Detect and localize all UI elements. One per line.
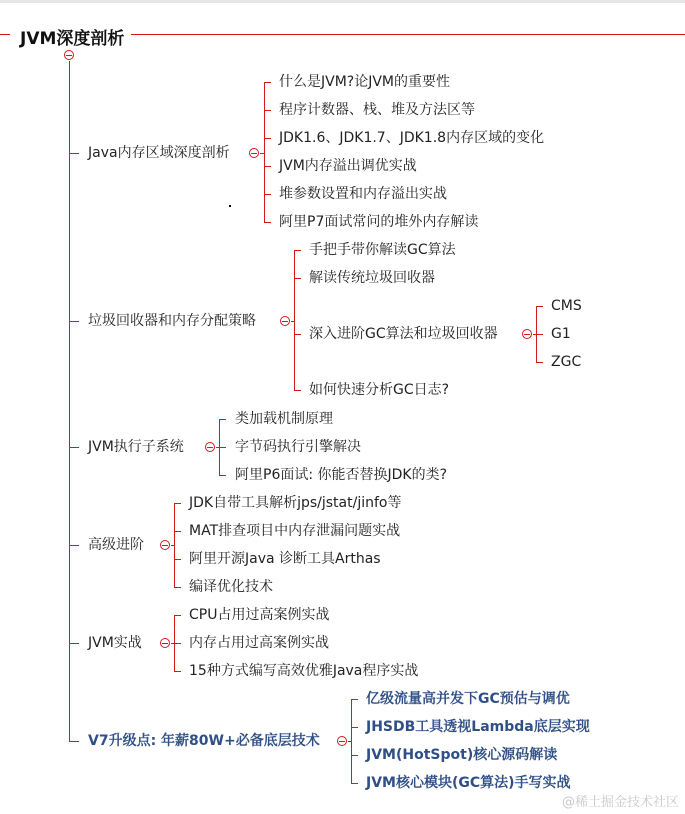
tick [351, 699, 358, 700]
bracket-line [174, 503, 175, 588]
tick [351, 755, 358, 756]
leaf-node[interactable]: 类加载机制原理 [235, 411, 333, 427]
leaf-node[interactable]: JDK1.6、JDK1.7、JDK1.8内存区域的变化 [279, 130, 545, 146]
leaf-node[interactable]: 15种方式编写高效优雅Java程序实战 [189, 663, 419, 679]
tick [174, 587, 181, 588]
main-trunk-line [69, 61, 70, 742]
bracket-line [351, 699, 352, 784]
branch-execution-subsystem[interactable]: JVM执行子系统 [88, 439, 184, 455]
leaf-node[interactable]: 内存占用过高案例实战 [189, 635, 329, 651]
subbranch-advanced-gc[interactable]: 深入进阶GC算法和垃圾回收器 [309, 326, 498, 342]
tick [174, 643, 181, 644]
leaf-node[interactable]: 堆参数设置和内存溢出实战 [279, 186, 447, 202]
tick [174, 503, 181, 504]
tick [264, 138, 271, 139]
tick [219, 475, 226, 476]
watermark: @稀土掘金技术社区 [561, 795, 679, 810]
leaf-node[interactable]: JVM核心模块(GC算法)手写实战 [366, 775, 571, 791]
branch-advanced[interactable]: 高级进阶 [88, 537, 144, 553]
tick [264, 194, 271, 195]
branch-connector [69, 643, 79, 644]
tick [174, 671, 181, 672]
tick [536, 334, 543, 335]
branch-garbage-collector[interactable]: 垃圾回收器和内存分配策略 [88, 313, 256, 329]
leaf-node[interactable]: 手把手带你解读GC算法 [309, 242, 456, 258]
leaf-node[interactable]: 什么是JVM?论JVM的重要性 [279, 74, 451, 90]
bracket-line [264, 82, 265, 223]
leaf-node[interactable]: JDK自带工具解析jps/jstat/jinfo等 [189, 495, 402, 511]
collapse-toggle-icon[interactable] [522, 329, 532, 339]
tick [219, 447, 226, 448]
tick [219, 419, 226, 420]
leaf-node-g1[interactable]: G1 [551, 326, 571, 342]
leaf-node-cms[interactable]: CMS [551, 298, 582, 314]
tick [264, 82, 271, 83]
leaf-node[interactable]: 程序计数器、栈、堆及方法区等 [279, 102, 475, 118]
tick [536, 306, 543, 307]
leaf-node[interactable]: 如何快速分析GC日志? [309, 382, 450, 398]
leaf-node[interactable]: JHSDB工具透视Lambda底层实现 [366, 719, 590, 735]
leaf-node[interactable]: 编译优化技术 [189, 579, 273, 595]
tick [174, 559, 181, 560]
leaf-node[interactable]: 阿里开源Java 诊断工具Arthas [189, 551, 381, 567]
leaf-node[interactable]: 阿里P6面试: 你能否替换JDK的类? [235, 467, 448, 483]
branch-jvm-practice[interactable]: JVM实战 [88, 635, 142, 651]
leaf-node[interactable]: MAT排查项目中内存泄漏问题实战 [189, 523, 401, 539]
tick [294, 278, 301, 279]
leaf-node[interactable]: JVM内存溢出调优实战 [279, 158, 417, 174]
leaf-node[interactable]: JVM(HotSpot)核心源码解读 [366, 747, 558, 763]
stray-dot [229, 205, 231, 207]
tick [294, 250, 301, 251]
bracket-line [294, 250, 295, 391]
root-line-left [0, 34, 10, 35]
branch-connector [69, 153, 79, 154]
leaf-node[interactable]: 解读传统垃圾回收器 [309, 270, 435, 286]
branch-java-memory[interactable]: Java内存区域深度剖析 [88, 145, 230, 161]
tick [174, 531, 181, 532]
branch-connector [69, 545, 79, 546]
tick [264, 222, 271, 223]
leaf-node[interactable]: 字节码执行引擎解决 [235, 439, 361, 455]
top-border [0, 0, 685, 3]
collapse-toggle-icon[interactable] [205, 442, 215, 452]
collapse-toggle-icon[interactable] [160, 540, 170, 550]
collapse-toggle-icon[interactable] [249, 148, 259, 158]
leaf-node-zgc[interactable]: ZGC [551, 354, 582, 370]
branch-connector [69, 321, 79, 322]
leaf-node[interactable]: 阿里P7面试常问的堆外内存解读 [279, 214, 479, 230]
tick [264, 110, 271, 111]
collapse-toggle-icon[interactable] [337, 736, 347, 746]
root-line-right [131, 34, 685, 35]
collapse-toggle-icon[interactable] [160, 638, 170, 648]
tick [174, 615, 181, 616]
root-collapse-toggle-icon[interactable] [64, 50, 74, 60]
tick [264, 166, 271, 167]
leaf-node[interactable]: CPU占用过高案例实战 [189, 607, 330, 623]
root-node[interactable]: JVM深度剖析 [20, 29, 125, 49]
branch-v7-upgrade[interactable]: V7升级点: 年薪80W+必备底层技术 [88, 733, 320, 749]
branch-connector [69, 447, 79, 448]
collapse-toggle-icon[interactable] [280, 316, 290, 326]
tick [294, 390, 301, 391]
tick [351, 783, 358, 784]
tick [536, 362, 543, 363]
tick [351, 727, 358, 728]
tick [294, 334, 301, 335]
branch-connector [69, 741, 79, 742]
leaf-node[interactable]: 亿级流量高并发下GC预估与调优 [366, 691, 570, 707]
